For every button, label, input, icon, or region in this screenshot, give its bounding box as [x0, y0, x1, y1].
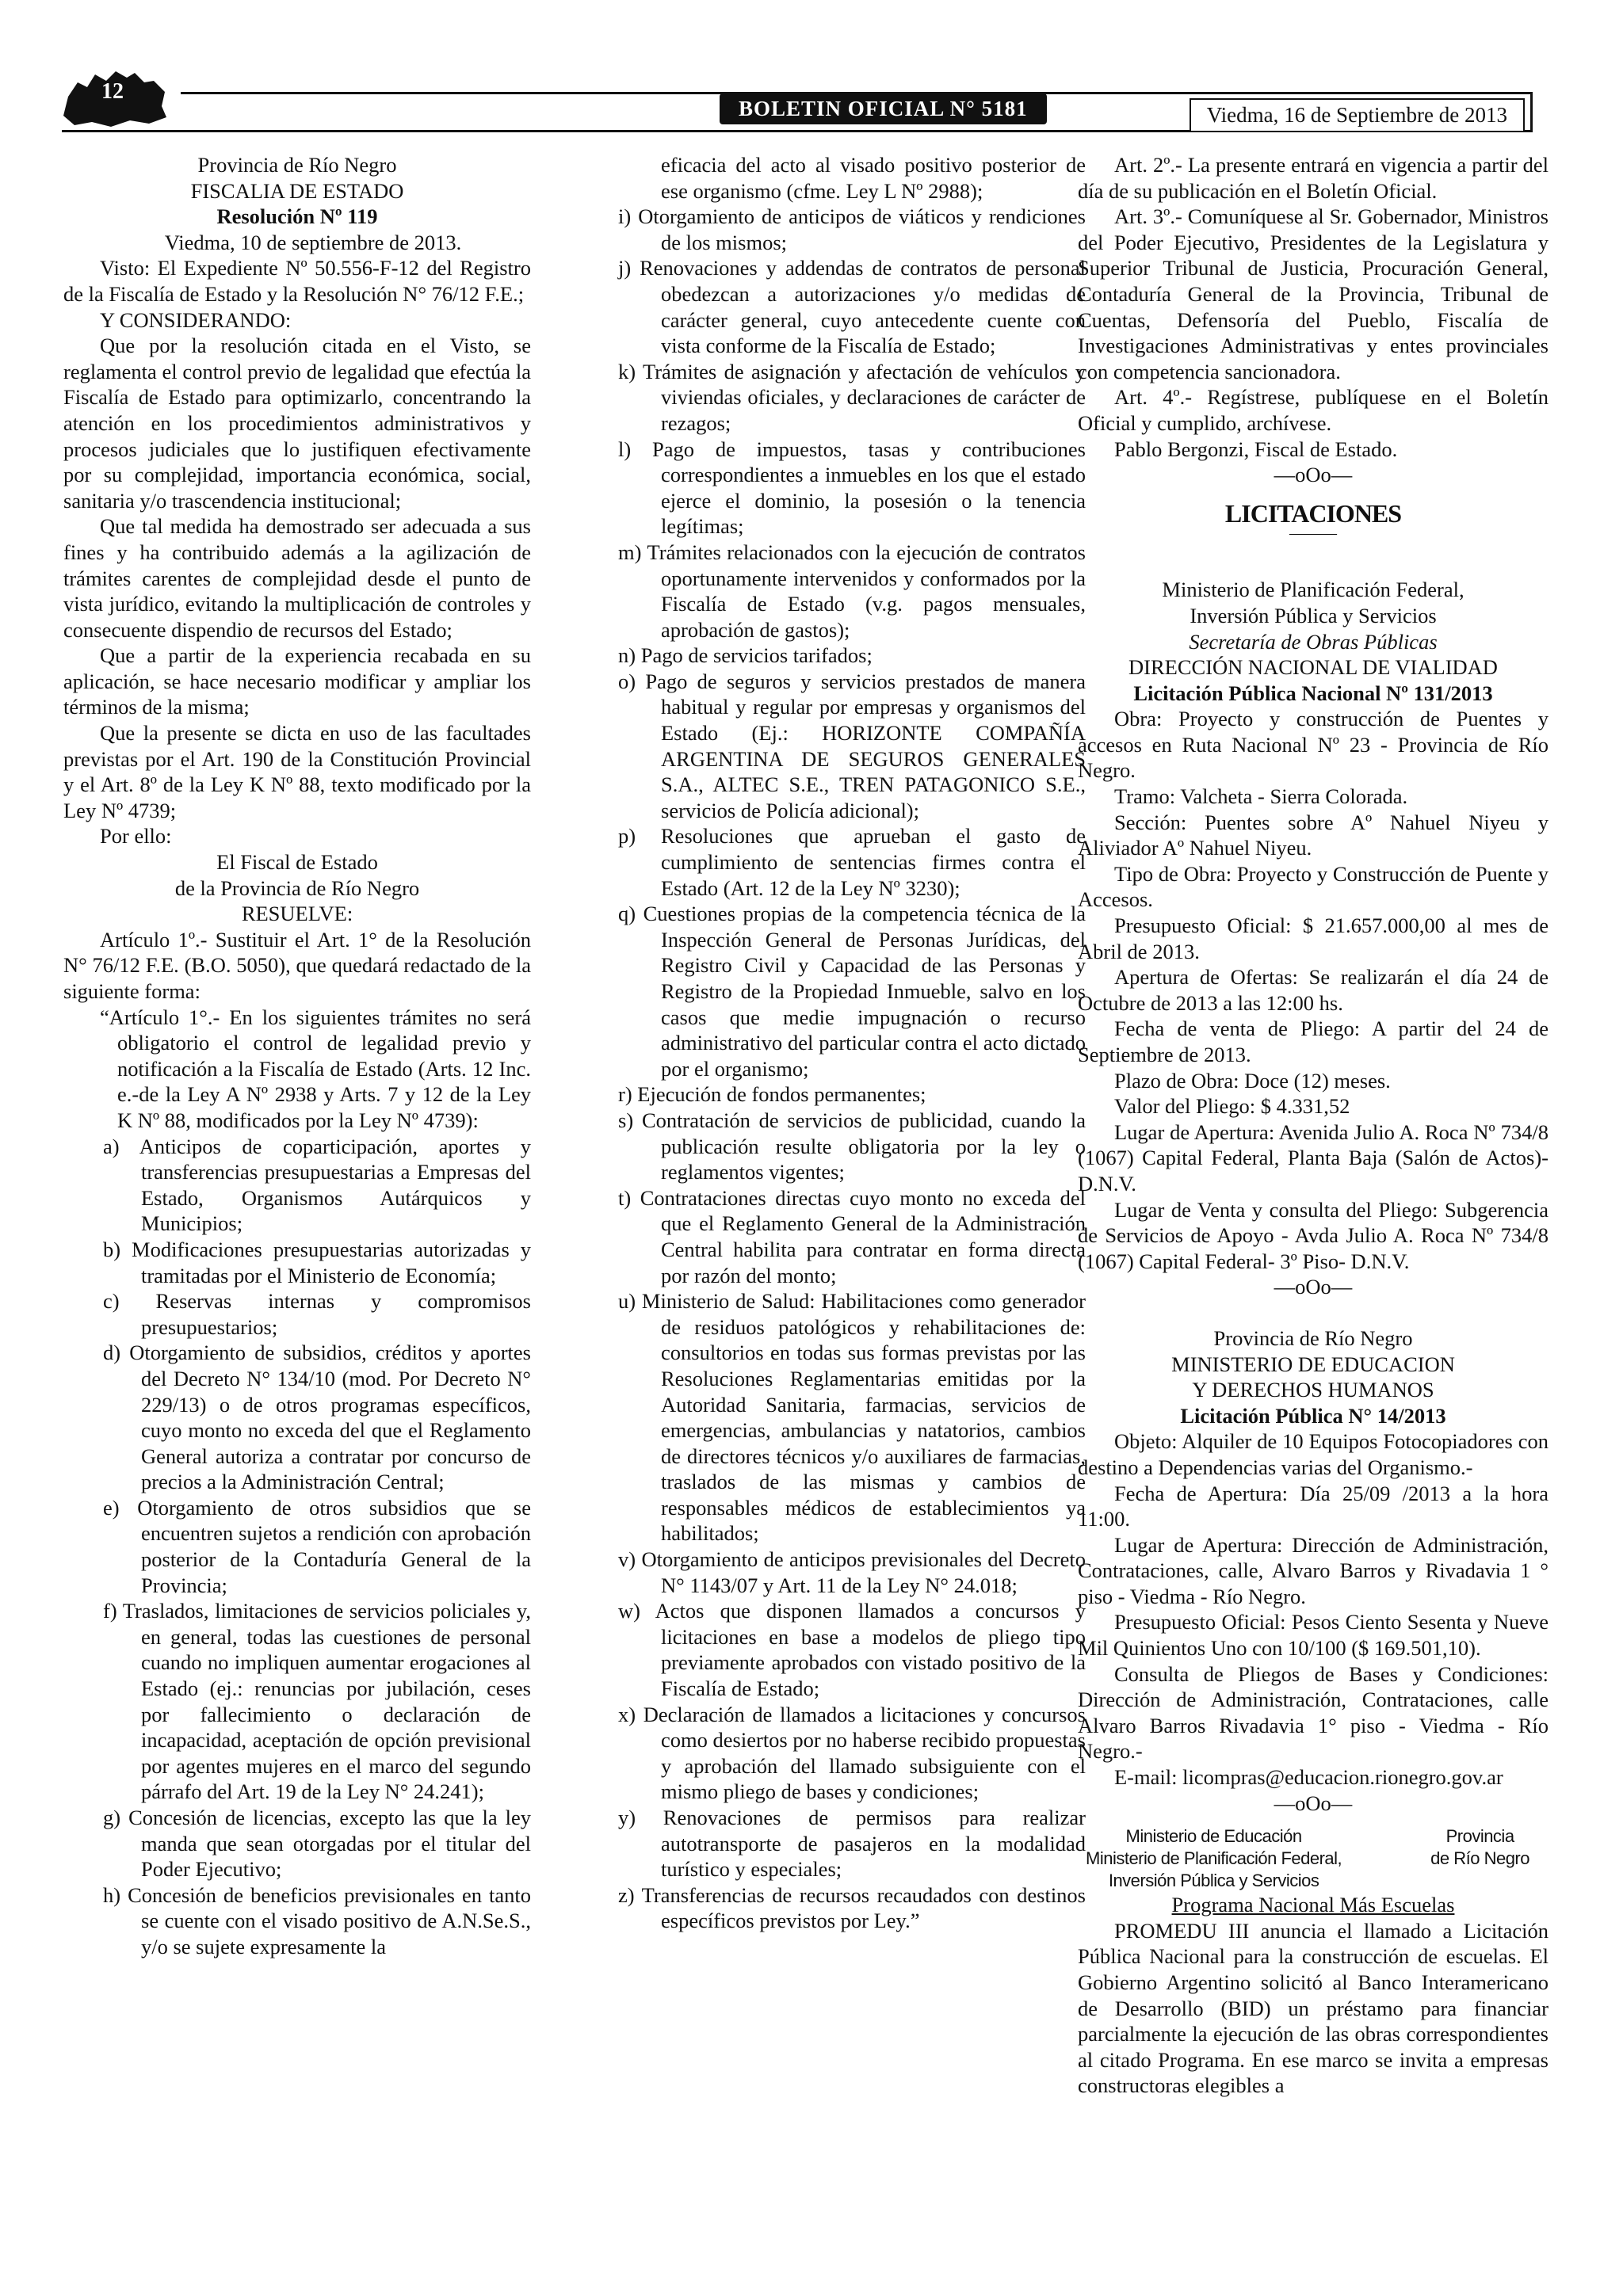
sponsor-logos [1078, 1825, 1549, 1892]
paragraph: Por ello: [100, 824, 172, 849]
paragraph: Apertura de Ofertas: Se realizarán el día 24 de Octubre de 2013 a las 12:00 hs. [1078, 965, 1549, 1015]
paragraph: Fecha de Apertura: Día 25/09 /2013 a la hora 11:00. [1078, 1481, 1549, 1531]
paragraph: Consulta de Pliegos de Bases y Condiciones: Dirección de Administración, Contrataciones, calle Alvaro Barros Rivadavia 1° piso - Viedma - Río Negro.- [1078, 1661, 1549, 1764]
resolution-date: Viedma, 10 de septiembre de 2013. [164, 230, 462, 254]
email-line: E-mail: licompras@educacion.rionegro.gov.ar [1114, 1765, 1503, 1790]
paragraph: Obra: Proyecto y construcción de Puentes y accesos en Ruta Nacional Nº 23 - Provincia de Río Negro. [1078, 707, 1549, 783]
paragraph: Fecha de venta de Pliego: A partir del 24 de Septiembre de 2013. [1078, 1016, 1549, 1066]
list-item: z) Transferencias de recursos recaudados con destinos específicos previstos por Ley.” [618, 1882, 1086, 1933]
signature: Pablo Bergonzi, Fiscal de Estado. [1114, 437, 1398, 461]
page-header [62, 87, 1533, 135]
issuer-line: Secretaría de Obras Públicas [1189, 629, 1438, 654]
paragraph: Que la presente se dicta en uso de las facultades previstas por el Art. 190 de la Constitución Provincial y el Art. 8º de la Ley K Nº 88, texto modificado por la Ley Nº 4739; [63, 721, 531, 822]
paragraph: Plazo de Obra: Doce (12) meses. [1114, 1068, 1391, 1093]
list-item: m) Trámites relacionados con la ejecución de contratos oportunamente intervenidos y conformados por la Fiscalía de Estado (v.g. pagos mensuales, aprobación de gastos); [618, 540, 1086, 642]
list-item: g) Concesión de licencias, excepto las que la ley manda que sean otorgadas por el titular del Poder Ejecutivo; [103, 1806, 531, 1882]
quoted-article: “Artículo 1°.- En los siguientes trámites no será obligatorio el control de legalidad previo y notificación a la Fiscalía de Estado (Arts. 12 Inc. e.-de la Ley A Nº 2938 y Arts. 7 y 12 de la Ley K Nº 88, modificados por la Ley Nº 4739): [100, 1005, 531, 1132]
paragraph: Tipo de Obra: Proyecto y Construcción de Puente y Accesos. [1078, 861, 1549, 912]
centered-line: RESUELVE: [241, 902, 353, 926]
list-item: a) Anticipos de coparticipación, aportes y transferencias presupuestarias a Empresas del Estado, Organismos Autárquicos y Municipios; [103, 1134, 531, 1236]
paragraph: Art. 4º.- Regístrese, publíquese en el Boletín Oficial y cumplido, archívese. [1078, 385, 1549, 435]
section-dash: ——— [1289, 524, 1337, 543]
page-number: 12 [101, 79, 124, 104]
paragraph: Art. 2º.- La presente entrará en vigencia a partir del día de su publicación en el Boletín Oficial. [1078, 153, 1549, 203]
list-item: s) Contratación de servicios de publicidad, cuando la publicación resulte obligatoria por la ley o reglamentos vigentes; [618, 1108, 1086, 1184]
list-item: w) Actos que disponen llamados a concursos y licitaciones en base a modelos de pliego tipo previamente aprobados con vistado positivo de la Fiscalía de Estado; [618, 1599, 1086, 1701]
list-item: p) Resoluciones que aprueban el gasto de cumplimiento de sentencias firmes contra el Estado (Art. 12 de la Ley Nº 3230); [618, 824, 1086, 900]
list-item: u) Ministerio de Salud: Habilitaciones como generador de residuos patológicos y rehabilitaciones de: consultorios en todas sus formas previstas por las Resoluciones Reglamentarias emitidas por la Autoridad Sanitaria, farmacias, servicios de emergencias, ambulancias y natatorios, cambios de directores técnicos y/o auxiliares de farmacias, traslados de las mismas y cambios de responsables médicos de establecimientos ya habilitados; [618, 1289, 1086, 1546]
list-item: l) Pago de impuestos, tasas y contribuciones correspondientes a inmuebles en los que el estado ejerce el dominio, la posesión o la tenencia legítimas; [618, 437, 1086, 539]
column-1 [63, 152, 531, 1960]
list-item: h) Concesión de beneficios previsionales en tanto se cuente con el visado positivo de A.N.Se.S., y/o se sujete expresamente la [103, 1882, 531, 1958]
list-item: f) Traslados, limitaciones de servicios policiales y, en general, todas las cuestiones de personal cuando no impliquen aumentar erogaciones al Estado (ej.: renuncias por jubilación, ceses por fallecimiento o declaración de incapacidad, aceptación de opción previsional por agentes mujeres en el marco del segundo párrafo del Art. 19 de la Ley N° 24.241); [103, 1599, 531, 1804]
list-item: y) Renovaciones de permisos para realizar autotransporte de pasajeros en la modalidad turístico y especiales; [618, 1806, 1086, 1882]
list-item: t) Contrataciones directas cuyo monto no exceda del que el Reglamento General de la Administración Central habilita para contratar en forma directa por razón del monto; [618, 1185, 1086, 1287]
tender-title: Licitación Pública N° 14/2013 [1180, 1403, 1446, 1428]
paragraph: Objeto: Alquiler de 10 Equipos Fotocopiadores con destino a Dependencias varias del Organismo.- [1078, 1429, 1549, 1479]
paragraph: Sección: Puentes sobre Aº Nahuel Niyeu y Aliviador Aº Nahuel Niyeu. [1078, 810, 1549, 860]
list-item: j) Renovaciones y addendas de contratos de personal obedezcan a autorizaciones y/o medidas de carácter general, cuyo antecedente cuente con vista conforme de la Fiscalía de Estado; [618, 256, 1086, 358]
header-date: Viedma, 16 de Septiembre de 2013 [1190, 98, 1525, 132]
paragraph: Que por la resolución citada en el Visto, se reglamenta el control previo de legalidad que efectúa la Fiscalía de Estado para optimizarlo, concentrando la atención en los procedimientos administrativos y procesos judiciales que lo justifiquen efectivamente por su complejidad, importancia económica, social, sanitaria y/o trascendencia institucional; [63, 334, 531, 513]
paragraph: Que a partir de la experiencia recabada en su aplicación, se hace necesario modificar y ampliar los términos de la misma; [63, 643, 531, 719]
list-item: k) Trámites de asignación y afectación de vehículos y viviendas oficiales, y declaraciones de carácter de rezagos; [618, 359, 1086, 435]
list-item: v) Otorgamiento de anticipos previsionales del Decreto N° 1143/07 y Art. 11 de la Ley N° 24.018; [618, 1547, 1086, 1597]
issuer-line: Ministerio de Planificación Federal, [1162, 578, 1465, 602]
paragraph: Presupuesto Oficial: Pesos Ciento Sesenta y Nueve Mil Quinientos Uno con 10/100 ($ 169.501,10). [1078, 1610, 1549, 1661]
column-2 [618, 152, 1086, 1934]
paragraph: Tramo: Valcheta - Sierra Colorada. [1114, 784, 1408, 809]
separator: —oOo— [1274, 1275, 1353, 1299]
paragraph: Lugar de Venta y consulta del Pliego: Subgerencia de Servicios de Apoyo - Avda Julio A. Roca Nº 734/8 (1067) Capital Federal- 3º Piso- D.N.V. [1078, 1197, 1549, 1273]
paragraph: Que tal medida ha demostrado ser adecuada a sus fines y ha contribuido además a la agilización de trámites carentes de complejidad desde el punto de vista jurídico, evitando la multiplicación de controles y consecuente dispendio de recursos del Estado; [63, 514, 531, 642]
list-item: i) Otorgamiento de anticipos de viáticos y rendiciones de los mismos; [618, 204, 1086, 254]
separator: —oOo— [1274, 1791, 1353, 1815]
ministry-logo-text: Ministerio de Educación Ministerio de Planificación Federal, Inversión Pública y Servicios [1086, 1826, 1342, 1891]
list-item: x) Declaración de llamados a licitaciones y concursos como desiertos por no haberse recibido propuestas y aprobación del llamado subsiguiente con el mismo pliego de bases y condiciones; [618, 1702, 1086, 1804]
paragraph: Lugar de Apertura: Avenida Julio A. Roca Nº 734/8 (1067) Capital Federal, Planta Baja (Salón de Actos)- D.N.V. [1078, 1119, 1549, 1196]
header-rule [1530, 92, 1533, 132]
province-logo-text: Provincia de Río Negro [1430, 1826, 1529, 1869]
issuer-line: MINISTERIO DE EDUCACION [1171, 1352, 1455, 1376]
tender-title: Licitación Pública Nacional Nº 131/2013 [1133, 681, 1493, 705]
section-title: LICITACIONES [1224, 498, 1402, 528]
paragraph: Art. 3º.- Comuníquese al Sr. Gobernador, Ministros del Poder Ejecutivo, Presidentes de la Legislatura y Superior Tribunal de Justicia, Procuración General, Contaduría General de la Provincia, Tribunal de Cuentas, Defensoría del Pueblo, Fiscalía de Investigaciones Administrativas y entes provinciales con competencia sancionadora. [1078, 204, 1549, 383]
list-item: c) Reservas internas y compromisos presupuestarios; [103, 1289, 531, 1339]
issuer-line: Y DERECHOS HUMANOS [1192, 1378, 1434, 1402]
list-item: e) Otorgamiento de otros subsidios que se encuentren sujetos a rendición con aprobación posterior de la Contaduría General de la Provincia; [103, 1495, 531, 1597]
paragraph: Visto: El Expediente Nº 50.556-F-12 del Registro de la Fiscalía de Estado y la Resolución N° 76/12 F.E.; [63, 256, 531, 306]
centered-line: de la Provincia de Río Negro [174, 875, 420, 900]
list-item: n) Pago de servicios tarifados; [618, 643, 873, 668]
issuer-line: Inversión Pública y Servicios [1190, 603, 1437, 627]
bulletin-title: BOLETIN OFICIAL N° 5181 [720, 93, 1047, 124]
issuer-line: FISCALIA DE ESTADO [190, 178, 404, 203]
separator: —oOo— [1274, 463, 1353, 487]
resolution-title: Resolución Nº 119 [216, 204, 378, 229]
column-3 [1078, 152, 1549, 2099]
issuer-line: Provincia de Río Negro [1213, 1325, 1413, 1350]
paragraph: PROMEDU III anuncia el llamado a Licitación Pública Nacional para la construcción de escuelas. El Gobierno Argentino solicitó al Banco Interamericano de Desarrollo (BID) un préstamo para financiar parcialmente la ejecución de las obras correspondientes al citado Programa. En ese marco se invita a empresas constructoras elegibles a [1078, 1918, 1549, 2098]
issuer-line: DIRECCIÓN NACIONAL DE VIALIDAD [1128, 655, 1498, 680]
paragraph: Lugar de Apertura: Dirección de Administración, Contrataciones, calle, Alvaro Barros y Rivadavia 1 ° piso - Viedma - Río Negro. [1078, 1532, 1549, 1608]
list-item: d) Otorgamiento de subsidios, créditos y aportes del Decreto N° 134/10 (mod. Por Decreto N° 229/13) o de otros programas específicos, cuyo monto no exceda del que el Reglamento General autoriza a contratar por concurso de precios a la Administración Central; [103, 1341, 531, 1494]
paragraph: Presupuesto Oficial: $ 21.657.000,00 al mes de Abril de 2013. [1078, 913, 1549, 963]
paragraph: Y CONSIDERANDO: [100, 307, 292, 332]
list-item: r) Ejecución de fondos permanentes; [618, 1082, 926, 1107]
list-item: o) Pago de seguros y servicios prestados de manera habitual y regular por empresas y organismos del Estado (Ej.: HORIZONTE COMPAÑÍA ARGENTINA DE SEGUROS GENERALES S.A., ALTEC S.E., TREN PATAGONICO S.E., servicios de Policía adicional); [618, 669, 1086, 822]
centered-line: El Fiscal de Estado [216, 850, 378, 875]
list-item-continuation: eficacia del acto al visado positivo posterior de ese organismo (cfme. Ley L Nº 2988); [661, 153, 1086, 203]
issuer-line: Provincia de Río Negro [197, 153, 397, 177]
paragraph: Artículo 1º.- Sustituir el Art. 1° de la Resolución N° 76/12 F.E. (B.O. 5050), que quedará redactado de la siguiente forma: [63, 927, 531, 1003]
program-title: Programa Nacional Más Escuelas [1171, 1893, 1455, 1917]
list-item: b) Modificaciones presupuestarias autorizadas y tramitadas por el Ministerio de Economía; [103, 1237, 531, 1287]
paragraph: Valor del Pliego: $ 4.331,52 [1114, 1094, 1350, 1119]
list-item: q) Cuestiones propias de la competencia técnica de la Inspección General de Personas Jurídicas, del Registro Civil y Capacidad de las Personas y Registro de la Propiedad Inmueble, salvo en los casos que medie impugnación o recurso administrativo del particular contra el acto dictado por el organismo; [618, 902, 1086, 1081]
